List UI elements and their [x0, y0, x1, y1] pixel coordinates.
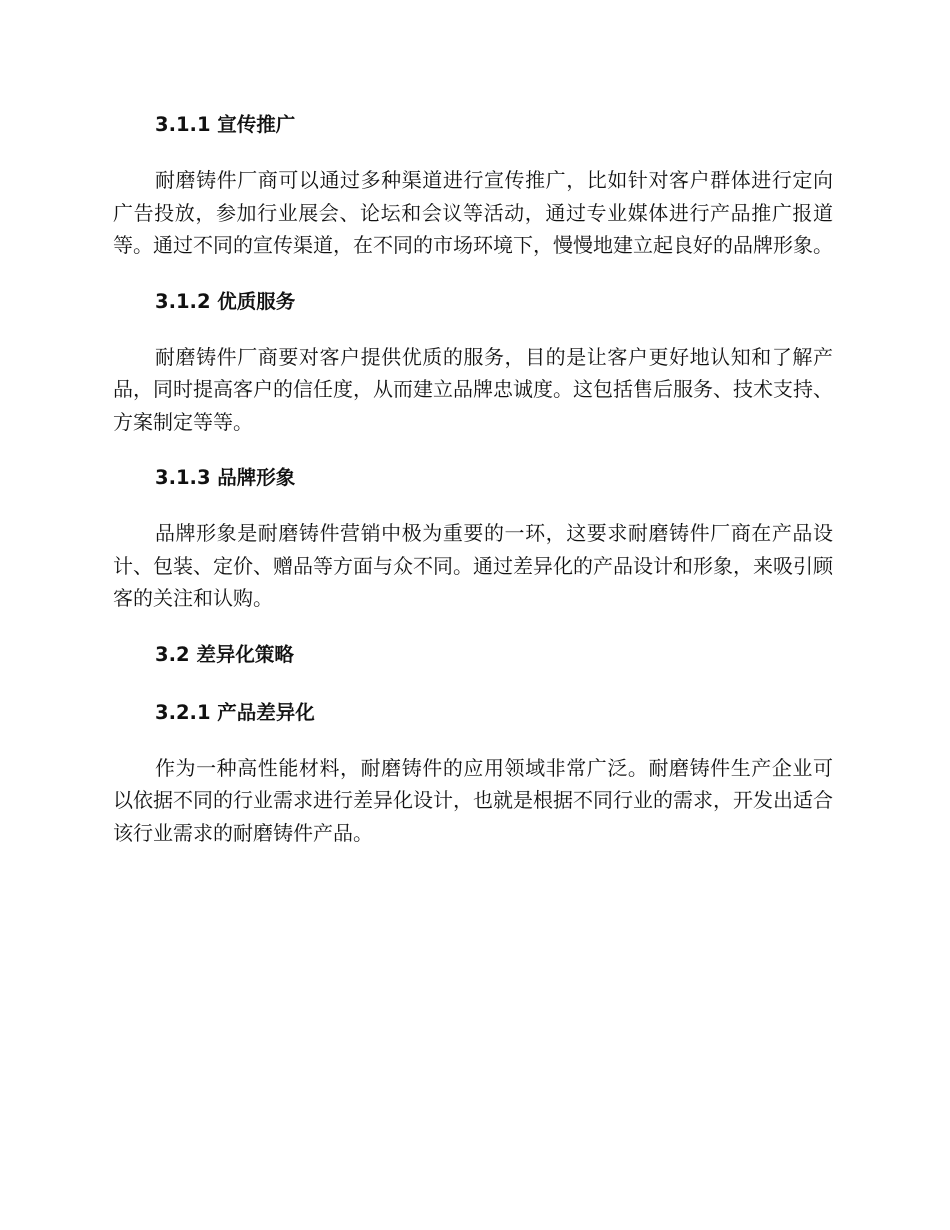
section-heading-3-1-2: 3.1.2 优质服务 — [155, 289, 296, 313]
section-heading-3-2-1: 3.2.1 产品差异化 — [155, 700, 315, 724]
section-body-3-1-1: 耐磨铸件厂商可以通过多种渠道进行宣传推广，比如针对客户群体进行定向广告投放，参加行业展会、论坛和会议等活动，通过专业媒体进行产品推广报道等。通过不同的宣传渠道，在不同的市场环境下，慢慢地建立起良好的品牌形象。 — [113, 168, 833, 257]
section-body-3-1-3: 品牌形象是耐磨铸件营销中极为重要的一环，这要求耐磨铸件厂商在产品设计、包装、定价、赠品等方面与众不同。通过差异化的产品设计和形象，来吸引顾客的关注和认购。 — [113, 521, 833, 610]
section-heading-3-1-1: 3.1.1 宣传推广 — [155, 113, 296, 136]
section-body-3-1-2: 耐磨铸件厂商要对客户提供优质的服务，目的是让客户更好地认知和了解产品，同时提高客户的信任度，从而建立品牌忠诚度。这包括售后服务、技术支持、方案制定等等。 — [113, 344, 833, 434]
document-page — [113, 110, 833, 849]
section-heading-3-2: 3.2 差异化策略 — [155, 642, 294, 666]
section-heading-3-1-3: 3.1.3 品牌形象 — [155, 466, 296, 489]
section-body-3-2-1: 作为一种高性能材料，耐磨铸件的应用领域非常广泛。耐磨铸件生产企业可以依据不同的行业需求进行差异化设计，也就是根据不同行业的需求，开发出适合该行业需求的耐磨铸件产品。 — [113, 755, 833, 845]
